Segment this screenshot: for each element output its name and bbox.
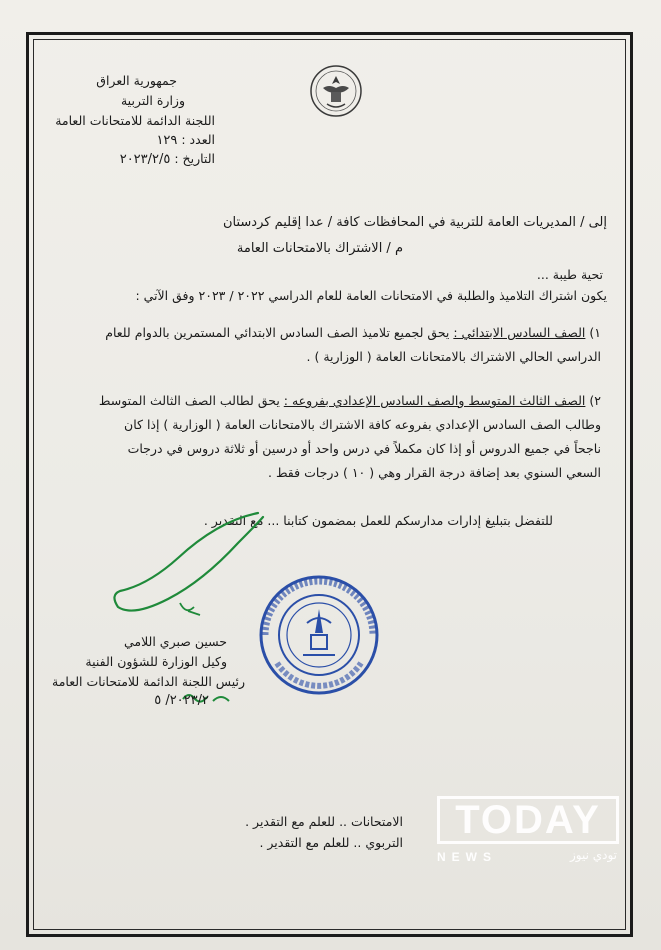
item-2-text: يحق لطالب الصف الثالث المتوسط xyxy=(98,393,280,408)
document-date xyxy=(120,150,215,169)
item-2-number: ٢) xyxy=(589,393,601,408)
signatory-name: حسين صبري اللامي xyxy=(123,634,227,649)
item-1-text: يحق لجميع تلاميذ الصف السادس الابتدائي المستمرين بالدوام للعام xyxy=(105,325,450,340)
watermark-arabic: تودي نيوز xyxy=(569,848,617,862)
handwritten-signature xyxy=(108,503,268,623)
date-label: التاريخ : xyxy=(174,151,215,166)
signatory-title: وكيل الوزارة للشؤون الفنية xyxy=(85,654,227,669)
item-1-title: الصف السادس الابتدائي : xyxy=(453,325,586,340)
header-country: جمهورية العراق xyxy=(96,73,177,88)
item-2-line-3: ناجحاً في جميع الدروس أو إذا كان مكملاً في درس واحد أو درسين أو ثلاثة دروس في درجات xyxy=(127,441,601,456)
item-2-title: الصف الثالث المتوسط والصف السادس الإعدادي بفروعه : xyxy=(283,393,586,408)
recipient-to: إلى / المديريات العامة للتربية في المحافظات كافة / عدا إقليم كردستان xyxy=(222,215,607,230)
item-2-line-2: وطالب الصف السادس الإعدادي بفروعه كافة الاشتراك بالامتحانات العامة ( الوزارية ) إذا كان xyxy=(124,417,601,432)
watermark-brand: TODAY xyxy=(455,798,601,842)
signatory-committee-title: رئيس اللجنة الدائمة للامتحانات العامة xyxy=(52,674,245,689)
signature-date: ٢٠٢٣/٢/ ٥ xyxy=(154,693,209,708)
closing-line: للتفضل بتبليغ إدارات مدارسكم للعمل بمضمون كتابنا ... مع التقدير . xyxy=(203,513,553,528)
iraq-emblem-icon xyxy=(309,64,363,118)
list-item-1 xyxy=(105,324,601,342)
header-committee: اللجنة الدائمة للامتحانات العامة xyxy=(55,113,215,128)
greeting: تحية طيبة ... xyxy=(536,267,603,282)
item-1-continuation: الدراسي الحالي الاشتراك بالامتحانات العامة ( الوزارية ) . xyxy=(306,349,601,364)
official-seal-stamp xyxy=(257,573,382,698)
subject-line: م / الاشتراك بالامتحانات العامة xyxy=(236,241,403,256)
list-item-2 xyxy=(99,392,601,410)
watermark-news: NEWS xyxy=(437,850,497,864)
date-value: ٢٠٢٣/٢/٥ xyxy=(119,152,171,167)
header-ministry: وزارة التربية xyxy=(120,93,185,108)
copy-recipient-2: التربوي .. للعلم مع التقدير . xyxy=(259,835,403,850)
number-label: العدد : xyxy=(181,132,215,147)
number-value: ١٢٩ xyxy=(156,133,178,148)
item-1-number: ١) xyxy=(589,325,601,340)
intro-paragraph: يكون اشتراك التلاميذ والطلبة في الامتحانات العامة للعام الدراسي ٢٠٢٢ / ٢٠٢٣ وفق الآتي : xyxy=(135,288,607,303)
today-news-watermark xyxy=(437,796,619,876)
copy-recipient-1: الامتحانات .. للعلم مع التقدير . xyxy=(245,814,403,829)
item-2-line-4: السعي السنوي بعد إضافة درجة القرار وهي ( ١٠ ) درجات فقط . xyxy=(268,465,601,480)
document-number xyxy=(156,131,215,150)
